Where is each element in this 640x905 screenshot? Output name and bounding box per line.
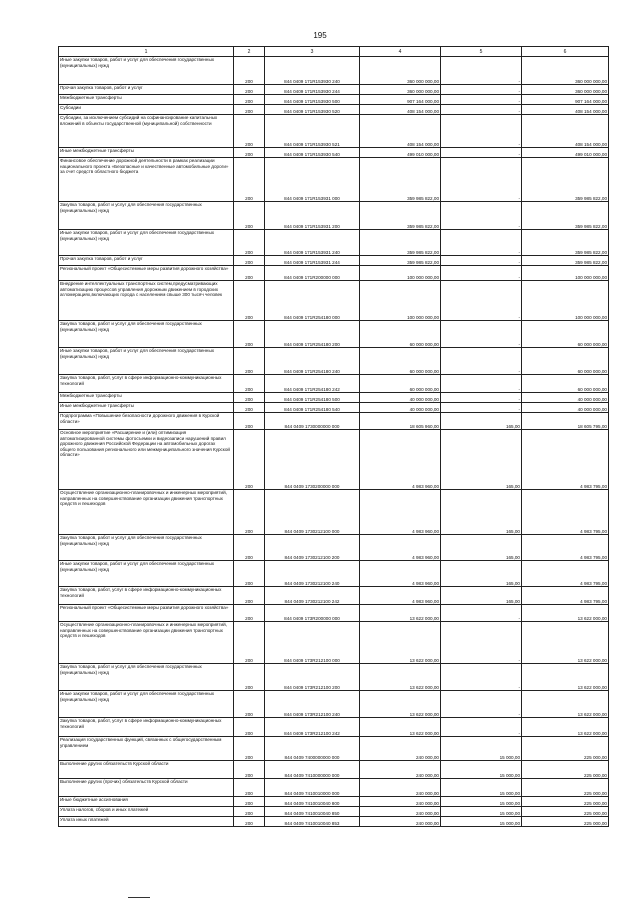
row-code: 844 0409 7400000000 000 bbox=[265, 737, 360, 761]
row-code: 844 0409 1730212100 000 bbox=[265, 490, 360, 535]
row-change: - bbox=[441, 403, 522, 413]
row-name: Закупка товаров, работ и услуг для обеспечения государственных (муниципальных) нужд bbox=[59, 202, 234, 230]
row-total: 225 000,00 bbox=[522, 817, 609, 827]
table-row bbox=[59, 737, 609, 761]
row-name: Закупка товаров, работ, услуг в сфере информационно-коммуникационных технологий bbox=[59, 718, 234, 737]
row-change: - bbox=[441, 393, 522, 403]
table-row bbox=[59, 256, 609, 266]
row-vol: 200 bbox=[234, 605, 265, 622]
row-name: Межбюджетные трансферты bbox=[59, 393, 234, 403]
row-total: 408 154 000,00 bbox=[522, 115, 609, 148]
row-name: Закупка товаров, работ и услуг для обеспечения государственных (муниципальных) нужд bbox=[59, 664, 234, 691]
row-approved: 360 000 000,00 bbox=[360, 85, 441, 95]
row-change: - bbox=[441, 256, 522, 266]
table-row bbox=[59, 105, 609, 115]
row-code: 844 0409 1730200000 000 bbox=[265, 430, 360, 490]
row-approved: 13 622 000,00 bbox=[360, 691, 441, 718]
row-change: 15 000,00 bbox=[441, 761, 522, 779]
row-approved: 907 164 000,00 bbox=[360, 95, 441, 105]
row-change: 165,00 bbox=[441, 587, 522, 605]
row-code: 844 0409 171R153931 000 bbox=[265, 158, 360, 202]
table-row bbox=[59, 605, 609, 622]
row-total: 40 000 000,00 bbox=[522, 393, 609, 403]
row-change: 165,00 bbox=[441, 535, 522, 561]
row-code: 844 0409 171R153930 540 bbox=[265, 148, 360, 158]
row-approved: 240 000,00 bbox=[360, 779, 441, 797]
row-change: - bbox=[441, 691, 522, 718]
row-approved: 4 983 960,00 bbox=[360, 561, 441, 587]
table-row bbox=[59, 95, 609, 105]
budget-table bbox=[58, 46, 609, 827]
row-approved: 240 000,00 bbox=[360, 737, 441, 761]
table-row bbox=[59, 718, 609, 737]
row-change: 15 000,00 bbox=[441, 779, 522, 797]
row-vol: 200 bbox=[234, 148, 265, 158]
row-code: 844 0409 1730212100 242 bbox=[265, 587, 360, 605]
row-approved: 240 000,00 bbox=[360, 807, 441, 817]
row-total: 60 000 000,00 bbox=[522, 375, 609, 393]
row-vol: 200 bbox=[234, 266, 265, 281]
table-row bbox=[59, 57, 609, 85]
row-vol: 200 bbox=[234, 430, 265, 490]
row-name: Субсидии bbox=[59, 105, 234, 115]
row-change: 165,00 bbox=[441, 413, 522, 430]
row-name: Иные закупки товаров, работ и услуг для обеспечения государственных (муниципальных) нужд bbox=[59, 691, 234, 718]
row-code: 844 0409 171R153931 240 bbox=[265, 230, 360, 256]
row-name: Иные закупки товаров, работ и услуг для обеспечения государственных (муниципальных) нужд bbox=[59, 348, 234, 375]
row-vol: 200 bbox=[234, 807, 265, 817]
row-name: Финансовое обеспечение дорожной деятельности в рамках реализации национального проекта «Безопасные и качественные автомобильные дороги» за счет средств областного бюджета bbox=[59, 158, 234, 202]
table-row bbox=[59, 148, 609, 158]
row-code: 844 0409 171R153930 240 bbox=[265, 57, 360, 85]
row-code: 844 0409 7410010040 800 bbox=[265, 797, 360, 807]
row-name: Межбюджетные трансферты bbox=[59, 95, 234, 105]
row-total: 359 985 822,00 bbox=[522, 230, 609, 256]
row-approved: 40 000 000,00 bbox=[360, 393, 441, 403]
row-code: 844 0409 171R254180 000 bbox=[265, 281, 360, 321]
row-approved: 240 000,00 bbox=[360, 817, 441, 827]
row-total: 100 000 000,00 bbox=[522, 281, 609, 321]
row-change: 15 000,00 bbox=[441, 817, 522, 827]
row-code: 844 0409 171R254180 540 bbox=[265, 403, 360, 413]
table-row bbox=[59, 807, 609, 817]
row-vol: 200 bbox=[234, 779, 265, 797]
row-approved: 4 983 960,00 bbox=[360, 587, 441, 605]
row-vol: 200 bbox=[234, 202, 265, 230]
row-name: Выполнение других (прочих) обязательств Курской области bbox=[59, 779, 234, 797]
row-name: Осуществление организационно-планировочных и инженерных мероприятий, направленных на совершенствование организации движения транспортных средств и пешеходов bbox=[59, 490, 234, 535]
row-name: Иные закупки товаров, работ и услуг для обеспечения государственных (муниципальных) нужд bbox=[59, 561, 234, 587]
table-row bbox=[59, 281, 609, 321]
row-total: 225 000,00 bbox=[522, 779, 609, 797]
row-total: 18 605 795,00 bbox=[522, 413, 609, 430]
row-code: 844 0409 173R212100 242 bbox=[265, 718, 360, 737]
row-name: Реализация государственных функций, связанных с общегосударственным управлением bbox=[59, 737, 234, 761]
header-col-2: 2 bbox=[234, 47, 265, 57]
row-name: Закупка товаров, работ, услуг в сфере информационно-коммуникационных технологий bbox=[59, 587, 234, 605]
table-row bbox=[59, 115, 609, 148]
row-name: Региональный проект «Общесистемные меры развития дорожного хозяйства» bbox=[59, 266, 234, 281]
row-approved: 13 622 000,00 bbox=[360, 664, 441, 691]
row-change: - bbox=[441, 718, 522, 737]
row-total: 359 985 822,00 bbox=[522, 202, 609, 230]
row-change: - bbox=[441, 148, 522, 158]
row-change: 15 000,00 bbox=[441, 737, 522, 761]
row-code: 844 0409 171R254180 240 bbox=[265, 348, 360, 375]
row-name: Прочая закупка товаров, работ и услуг bbox=[59, 256, 234, 266]
row-total: 4 983 795,00 bbox=[522, 430, 609, 490]
row-change: - bbox=[441, 266, 522, 281]
row-vol: 200 bbox=[234, 691, 265, 718]
row-approved: 100 000 000,00 bbox=[360, 281, 441, 321]
row-name: Выполнение других обязательств Курской области bbox=[59, 761, 234, 779]
table-row bbox=[59, 430, 609, 490]
row-change: - bbox=[441, 158, 522, 202]
row-approved: 240 000,00 bbox=[360, 797, 441, 807]
row-total: 225 000,00 bbox=[522, 807, 609, 817]
row-vol: 200 bbox=[234, 413, 265, 430]
footer-rule bbox=[128, 897, 150, 898]
row-code: 844 0409 171R254180 500 bbox=[265, 393, 360, 403]
row-name: Основное мероприятие «Расширение и (или) оптимизация автоматизированной системы фотосъемки и видеозаписи нарушений правил дорожного движения Российской Федерации на автомобильных дорогах общего пользования регионального или межмуниципального значения Курской области» bbox=[59, 430, 234, 490]
row-total: 100 000 000,00 bbox=[522, 266, 609, 281]
row-code: 844 0409 171R153930 500 bbox=[265, 95, 360, 105]
header-col-3: 3 bbox=[265, 47, 360, 57]
row-code: 844 0409 1730212100 240 bbox=[265, 561, 360, 587]
row-total: 13 622 000,00 bbox=[522, 622, 609, 664]
table-row bbox=[59, 664, 609, 691]
row-code: 844 0409 7410010040 850 bbox=[265, 807, 360, 817]
row-code: 844 0409 171R153930 244 bbox=[265, 85, 360, 95]
row-change: - bbox=[441, 281, 522, 321]
table-row bbox=[59, 587, 609, 605]
row-change: - bbox=[441, 622, 522, 664]
row-name: Внедрение интеллектуальных транспортных систем,предусматривающих автоматизацию процессов управления дорожным движением в городских агломерациях,включающих города с населением свыше 300 тысяч человек bbox=[59, 281, 234, 321]
row-total: 13 622 000,00 bbox=[522, 718, 609, 737]
header-col-6: 6 bbox=[522, 47, 609, 57]
row-code: 844 0409 7410000000 000 bbox=[265, 761, 360, 779]
row-change: - bbox=[441, 230, 522, 256]
row-approved: 359 985 822,00 bbox=[360, 230, 441, 256]
row-total: 13 622 000,00 bbox=[522, 605, 609, 622]
row-approved: 60 000 000,00 bbox=[360, 321, 441, 348]
row-approved: 408 154 000,00 bbox=[360, 115, 441, 148]
row-approved: 100 000 000,00 bbox=[360, 266, 441, 281]
row-change: - bbox=[441, 85, 522, 95]
table-row bbox=[59, 779, 609, 797]
row-code: 844 0409 171R153931 200 bbox=[265, 202, 360, 230]
row-vol: 200 bbox=[234, 622, 265, 664]
row-vol: 200 bbox=[234, 158, 265, 202]
table-row bbox=[59, 490, 609, 535]
row-code: 844 0409 7410010000 000 bbox=[265, 779, 360, 797]
row-name: Уплата иных платежей bbox=[59, 817, 234, 827]
table-row bbox=[59, 691, 609, 718]
row-code: 844 0409 171R153930 520 bbox=[265, 105, 360, 115]
row-name: Субсидии, за исключением субсидий на софинансирование капитальных вложений в объекты государственной (муниципальной) собственности bbox=[59, 115, 234, 148]
row-change: - bbox=[441, 115, 522, 148]
page-number: 195 bbox=[313, 31, 327, 40]
table-row bbox=[59, 393, 609, 403]
row-approved: 13 622 000,00 bbox=[360, 605, 441, 622]
row-approved: 359 985 822,00 bbox=[360, 202, 441, 230]
row-approved: 4 983 960,00 bbox=[360, 490, 441, 535]
table-row bbox=[59, 266, 609, 281]
row-total: 359 985 822,00 bbox=[522, 256, 609, 266]
table-row bbox=[59, 202, 609, 230]
row-approved: 499 010 000,00 bbox=[360, 148, 441, 158]
row-name: Иные бюджетные ассигнования bbox=[59, 797, 234, 807]
row-name: Закупка товаров, работ и услуг для обеспечения государственных (муниципальных) нужд bbox=[59, 535, 234, 561]
row-change: - bbox=[441, 105, 522, 115]
table-row bbox=[59, 85, 609, 95]
row-code: 844 0409 171R153931 244 bbox=[265, 256, 360, 266]
row-vol: 200 bbox=[234, 490, 265, 535]
row-vol: 200 bbox=[234, 85, 265, 95]
row-code: 844 0409 173R212100 000 bbox=[265, 622, 360, 664]
table-row bbox=[59, 761, 609, 779]
table-row bbox=[59, 797, 609, 807]
row-name: Осуществление организационно-планировочных и инженерных мероприятий, направленных на совершенствование организации движения транспортных средств и пешеходов bbox=[59, 622, 234, 664]
row-name: Иные закупки товаров, работ и услуг для обеспечения государственных (муниципальных) нужд bbox=[59, 57, 234, 85]
row-vol: 200 bbox=[234, 535, 265, 561]
row-name: Уплата налогов, сборов и иных платежей bbox=[59, 807, 234, 817]
table-row bbox=[59, 403, 609, 413]
row-approved: 240 000,00 bbox=[360, 761, 441, 779]
row-vol: 200 bbox=[234, 281, 265, 321]
row-approved: 60 000 000,00 bbox=[360, 375, 441, 393]
row-code: 844 0409 171R254180 242 bbox=[265, 375, 360, 393]
row-change: - bbox=[441, 348, 522, 375]
row-change: - bbox=[441, 375, 522, 393]
row-vol: 200 bbox=[234, 95, 265, 105]
row-vol: 200 bbox=[234, 105, 265, 115]
header-col-1: 1 bbox=[59, 47, 234, 57]
row-change: 165,00 bbox=[441, 430, 522, 490]
row-vol: 200 bbox=[234, 817, 265, 827]
row-change: 15 000,00 bbox=[441, 797, 522, 807]
row-vol: 200 bbox=[234, 57, 265, 85]
row-approved: 360 000 000,00 bbox=[360, 57, 441, 85]
row-name: Иные закупки товаров, работ и услуг для обеспечения государственных (муниципальных) нужд bbox=[59, 230, 234, 256]
row-change: - bbox=[441, 95, 522, 105]
row-name: Прочая закупка товаров, работ и услуг bbox=[59, 85, 234, 95]
row-total: 907 164 000,00 bbox=[522, 95, 609, 105]
row-code: 844 0409 173R200000 000 bbox=[265, 605, 360, 622]
row-total: 408 154 000,00 bbox=[522, 105, 609, 115]
row-vol: 200 bbox=[234, 393, 265, 403]
row-total: 359 985 822,00 bbox=[522, 158, 609, 202]
row-vol: 200 bbox=[234, 761, 265, 779]
row-total: 360 000 000,00 bbox=[522, 85, 609, 95]
row-name: Региональный проект «Общесистемные меры развития дорожного хозяйства» bbox=[59, 605, 234, 622]
row-code: 844 0409 171R200000 000 bbox=[265, 266, 360, 281]
table-row bbox=[59, 158, 609, 202]
row-approved: 13 622 000,00 bbox=[360, 622, 441, 664]
row-vol: 200 bbox=[234, 403, 265, 413]
header-col-4: 4 bbox=[360, 47, 441, 57]
row-approved: 359 985 822,00 bbox=[360, 158, 441, 202]
row-vol: 200 bbox=[234, 718, 265, 737]
row-code: 844 0409 171R254180 200 bbox=[265, 321, 360, 348]
table-header-row bbox=[59, 47, 609, 57]
row-code: 844 0409 1730212100 200 bbox=[265, 535, 360, 561]
table-row bbox=[59, 348, 609, 375]
row-vol: 200 bbox=[234, 797, 265, 807]
row-total: 40 000 000,00 bbox=[522, 403, 609, 413]
row-code: 844 0409 7410010040 853 bbox=[265, 817, 360, 827]
row-approved: 4 983 960,00 bbox=[360, 535, 441, 561]
row-vol: 200 bbox=[234, 664, 265, 691]
table-row bbox=[59, 622, 609, 664]
row-code: 844 0409 173R212100 240 bbox=[265, 691, 360, 718]
row-change: - bbox=[441, 605, 522, 622]
row-vol: 200 bbox=[234, 587, 265, 605]
row-vol: 200 bbox=[234, 256, 265, 266]
row-total: 225 000,00 bbox=[522, 761, 609, 779]
row-approved: 359 985 822,00 bbox=[360, 256, 441, 266]
row-vol: 200 bbox=[234, 115, 265, 148]
row-total: 4 983 795,00 bbox=[522, 535, 609, 561]
row-change: - bbox=[441, 664, 522, 691]
table-row bbox=[59, 817, 609, 827]
row-change: - bbox=[441, 202, 522, 230]
row-total: 13 622 000,00 bbox=[522, 664, 609, 691]
row-total: 4 983 795,00 bbox=[522, 587, 609, 605]
row-total: 4 983 795,00 bbox=[522, 490, 609, 535]
row-code: 844 0409 173R212100 200 bbox=[265, 664, 360, 691]
row-total: 225 000,00 bbox=[522, 797, 609, 807]
row-vol: 200 bbox=[234, 375, 265, 393]
row-total: 499 010 000,00 bbox=[522, 148, 609, 158]
row-vol: 200 bbox=[234, 321, 265, 348]
table-row bbox=[59, 230, 609, 256]
row-name: Закупка товаров, работ и услуг для обеспечения государственных (муниципальных) нужд bbox=[59, 321, 234, 348]
table-row bbox=[59, 321, 609, 348]
table-row bbox=[59, 535, 609, 561]
table-row bbox=[59, 561, 609, 587]
row-total: 225 000,00 bbox=[522, 737, 609, 761]
row-name: Иные межбюджетные трансферты bbox=[59, 148, 234, 158]
row-change: 165,00 bbox=[441, 490, 522, 535]
row-vol: 200 bbox=[234, 230, 265, 256]
row-code: 844 0409 1730000000 000 bbox=[265, 413, 360, 430]
row-name: Подпрограмма «Повышение безопасности дорожного движения в Курской области» bbox=[59, 413, 234, 430]
row-approved: 18 605 960,00 bbox=[360, 413, 441, 430]
row-approved: 4 983 960,00 bbox=[360, 430, 441, 490]
row-change: - bbox=[441, 321, 522, 348]
row-name: Иные межбюджетные трансферты bbox=[59, 403, 234, 413]
row-approved: 13 622 000,00 bbox=[360, 718, 441, 737]
table-row bbox=[59, 413, 609, 430]
table-row bbox=[59, 375, 609, 393]
row-approved: 408 154 000,00 bbox=[360, 105, 441, 115]
row-approved: 60 000 000,00 bbox=[360, 348, 441, 375]
row-vol: 200 bbox=[234, 737, 265, 761]
row-name: Закупка товаров, работ, услуг в сфере информационно-коммуникационных технологий bbox=[59, 375, 234, 393]
row-vol: 200 bbox=[234, 561, 265, 587]
row-total: 4 983 795,00 bbox=[522, 561, 609, 587]
row-total: 60 000 000,00 bbox=[522, 321, 609, 348]
header-col-5: 5 bbox=[441, 47, 522, 57]
row-approved: 40 000 000,00 bbox=[360, 403, 441, 413]
row-change: - bbox=[441, 57, 522, 85]
row-total: 60 000 000,00 bbox=[522, 348, 609, 375]
row-total: 13 622 000,00 bbox=[522, 691, 609, 718]
row-change: 15 000,00 bbox=[441, 807, 522, 817]
row-change: 165,00 bbox=[441, 561, 522, 587]
row-code: 844 0409 171R153930 521 bbox=[265, 115, 360, 148]
row-total: 360 000 000,00 bbox=[522, 57, 609, 85]
row-vol: 200 bbox=[234, 348, 265, 375]
